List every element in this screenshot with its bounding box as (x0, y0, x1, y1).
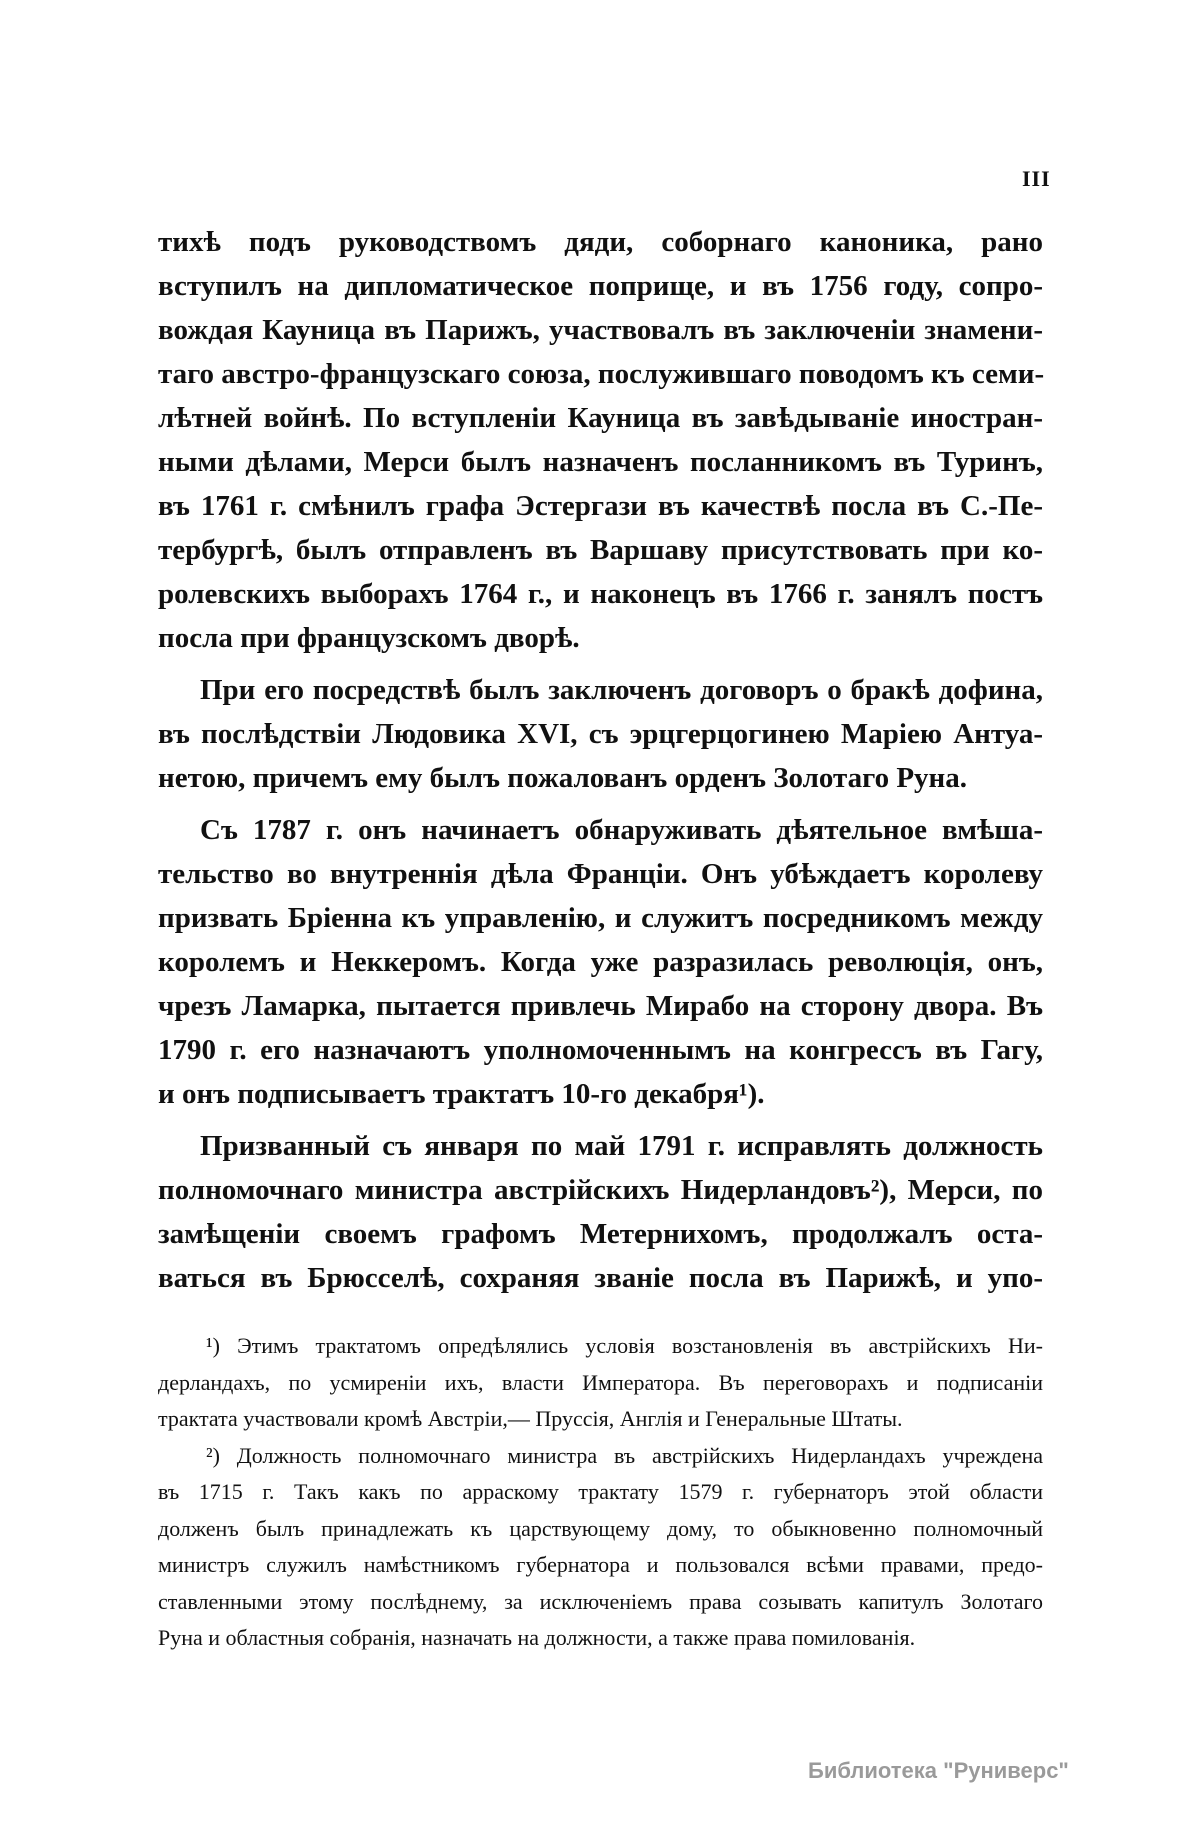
footnote-line: трактата участвовали кромѣ Австріи,— Пруссія, Англія и Генеральные Штаты. (158, 1406, 903, 1431)
text-line: лѣтней войнѣ. По вступленіи Кауница въ завѣдываніе иностран- (158, 402, 1043, 434)
library-watermark: Библиотека "Руниверс" (808, 1758, 1069, 1783)
text-line: нетою, причемъ ему былъ пожалованъ орденъ Золотаго Руна. (158, 762, 968, 794)
main-text (158, 220, 1043, 1300)
text-line: и онъ подписываетъ трактатъ 10-го декабря¹). (158, 1078, 765, 1110)
footnote-line: въ 1715 г. Такъ какъ по арраскому трактату 1579 г. губернаторъ этой области (158, 1479, 1043, 1504)
text-line: королемъ и Неккеромъ. Когда уже разразилась революція, онъ, (158, 946, 1043, 978)
footnote-line: министръ служилъ намѣстникомъ губернатора и пользовался всѣми правами, предо- (158, 1552, 1043, 1577)
footnote-line: ¹) Этимъ трактатомъ опредѣлялись условія возстановленія въ австрійскихъ Ни- (206, 1333, 1043, 1358)
text-line: призвать Бріенна къ управленію, и служитъ посредникомъ между (158, 902, 1043, 934)
text-line: тербургѣ, былъ отправленъ въ Варшаву присутствовать при ко- (158, 534, 1043, 566)
text-line: въ послѣдствіи Людовика XVI, съ эрцгерцогинею Маріею Антуа- (158, 718, 1043, 750)
text-line: въ 1761 г. смѣнилъ графа Эстергази въ качествѣ посла въ С.-Пе- (158, 490, 1043, 522)
footnote-line: ставленными этому послѣднему, за исключеніемъ права созывать капитулъ Золотаго (158, 1588, 1043, 1614)
text-line: ными дѣлами, Мерси былъ назначенъ посланникомъ въ Туринъ, (158, 446, 1043, 478)
text-line: тихѣ подъ руководствомъ дяди, соборнаго каноника, рано (158, 226, 1043, 258)
text-line: ваться въ Брюсселѣ, сохраняя званіе посла въ Парижѣ, и упо- (158, 1262, 1043, 1294)
text-line: При его посредствѣ былъ заключенъ договоръ о бракѣ дофина, (200, 674, 1043, 706)
text-line: ролевскихъ выборахъ 1764 г., и наконецъ въ 1766 г. занялъ постъ (158, 578, 1043, 610)
footnotes (158, 1328, 1043, 1657)
footnote-line: ²) Должность полномочнаго министра въ австрійскихъ Нидерландахъ учреждена (206, 1442, 1043, 1468)
footnote-line: долженъ былъ принадлежать къ царствующему дому, то обыкновенно полномочный (158, 1515, 1043, 1541)
text-line: Призванный съ января по май 1791 г. исправлять должность (200, 1130, 1043, 1162)
text-line: вождая Кауница въ Парижъ, участвовалъ въ заключеніи знамени- (158, 314, 1043, 346)
text-line: чрезъ Ламарка, пытается привлечь Мирабо на сторону двора. Въ (158, 990, 1043, 1022)
text-line: посла при французскомъ дворѣ. (158, 622, 580, 654)
footnote-line: дерландахъ, по усмиреніи ихъ, власти Императора. Въ переговорахъ и подписаніи (158, 1369, 1043, 1395)
footnote-line: Руна и областныя собранія, назначать на должности, а также права помилованія. (158, 1625, 916, 1650)
text-line: 1790 г. его назначаютъ уполномоченнымъ на конгрессъ въ Гагу, (158, 1034, 1043, 1066)
text-line: полномочнаго министра австрійскихъ Нидерландовъ²), Мерси, по (158, 1174, 1043, 1206)
page-number: III (1022, 166, 1051, 191)
text-line: тельство во внутреннія дѣла Франціи. Онъ убѣждаетъ королеву (158, 858, 1043, 890)
text-line: таго австро-французскаго союза, послужившаго поводомъ къ семи- (158, 358, 1045, 390)
text-line: Съ 1787 г. онъ начинаетъ обнаруживать дѣятельное вмѣша- (200, 814, 1043, 846)
text-line: вступилъ на дипломатическое поприще, и въ 1756 году, сопро- (158, 270, 1043, 302)
text-line: замѣщеніи своемъ графомъ Метернихомъ, продолжалъ оста- (158, 1218, 1043, 1250)
